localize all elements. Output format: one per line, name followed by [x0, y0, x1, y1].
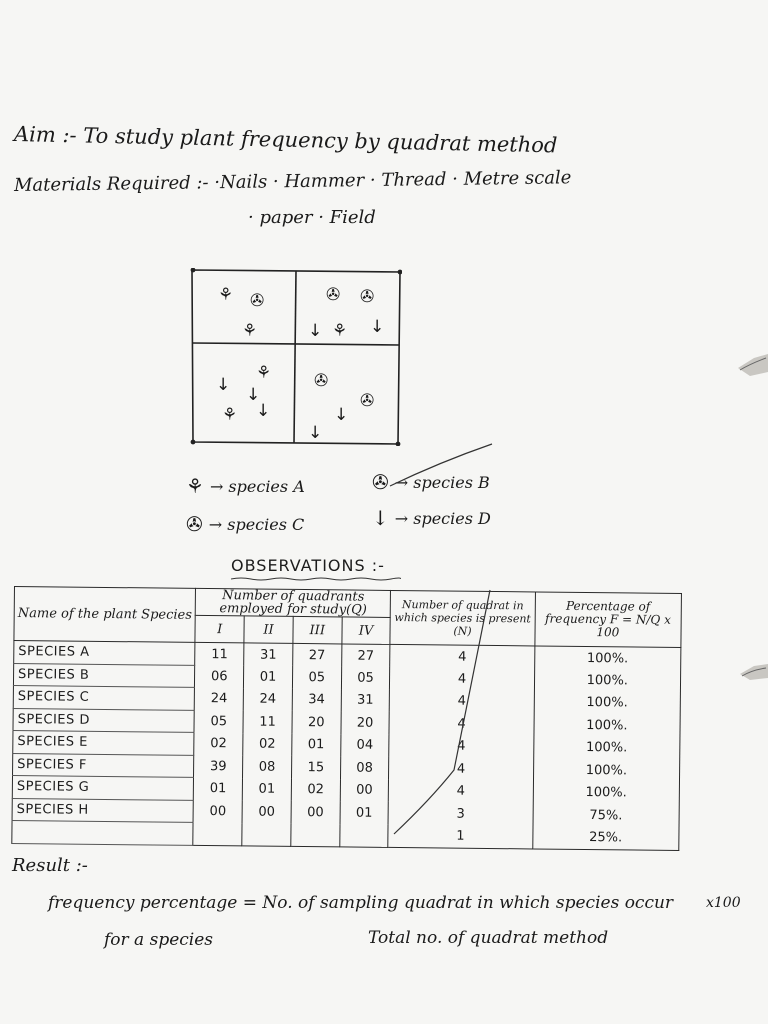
materials-line-2: · paper · Field: [248, 207, 376, 228]
svg-text:↓: ↓: [334, 405, 349, 425]
svg-text:↓: ↓: [256, 401, 271, 421]
svg-text:⚘: ⚘: [222, 405, 238, 425]
header-species-name: Name of the plant Species: [14, 587, 196, 643]
formula-lhs-line-2: for a species: [104, 930, 214, 950]
observations-table: [11, 586, 682, 850]
formula-multiplier: x100: [706, 895, 741, 911]
percentage-cell: 100%.: [533, 781, 680, 805]
result-formula-line-1: [48, 893, 673, 913]
svg-text:↓: ↓: [308, 423, 323, 443]
species-name-cell: SPECIES E: [13, 730, 195, 754]
header-quadrant-3: III: [293, 616, 342, 644]
present-count-cell: 4: [390, 667, 534, 691]
present-count-cell: 4: [390, 689, 534, 713]
formula-denominator: Total no. of quadrat method: [368, 928, 609, 948]
quadrant-3-count-cell: 15: [291, 756, 340, 779]
species-name-cell: SPECIES H: [12, 798, 194, 822]
svg-text:⚘: ⚘: [218, 285, 234, 305]
aim-text: Aim :- To study plant frequency by quadrat method: [13, 122, 558, 158]
species-name-cell: SPECIES A: [14, 641, 196, 665]
quadrant-3-count-cell: 02: [291, 778, 340, 801]
header-quadrant-4: IV: [342, 617, 391, 645]
legend-species-a: [186, 474, 305, 498]
quadrant-1-count-cell: 06: [195, 665, 244, 688]
header-present: Number of quadrat in which species is present (N): [390, 590, 535, 646]
observations-table-body: [12, 641, 681, 850]
species-name-cell: SPECIES F: [13, 753, 195, 777]
quadrant-4-count-cell: 01: [340, 801, 389, 824]
quadrant-2-count-cell: 08: [243, 755, 292, 778]
percentage-cell: 100%.: [534, 668, 681, 692]
legend-label: → species A: [209, 476, 305, 496]
legend-label: → species D: [394, 508, 491, 528]
svg-text:↓: ↓: [370, 317, 385, 337]
svg-text:⚘: ⚘: [332, 321, 348, 341]
legend-label: → species C: [208, 514, 305, 534]
quadrant-3-count-cell: 05: [292, 666, 341, 689]
quadrant-4-count-cell: [339, 824, 388, 847]
quadrant-2-count-cell: 01: [242, 778, 291, 801]
quadrant-3-count-cell: 34: [292, 688, 341, 711]
legend-label: → species B: [394, 472, 490, 492]
header-quadrant-2: II: [244, 616, 293, 644]
quadrant-1-count-cell: 00: [193, 800, 242, 823]
quadrant-1-count-cell: 01: [194, 777, 243, 800]
quadrant-1-count-cell: [193, 822, 242, 845]
quadrant-4-count-cell: 20: [341, 711, 390, 734]
quadrant-2-count-cell: 01: [244, 665, 293, 688]
svg-text:✇: ✇: [360, 287, 375, 307]
species-name-cell: SPECIES C: [13, 685, 195, 709]
quadrant-4-count-cell: 00: [340, 779, 389, 802]
quadrant-4-count-cell: 05: [341, 666, 390, 689]
quadrant-3-count-cell: 27: [293, 643, 342, 666]
quadrant-2-count-cell: 11: [243, 710, 292, 733]
quadrant-1-count-cell: 24: [195, 687, 244, 710]
legend-species-c: [186, 512, 304, 536]
svg-text:↓: ↓: [246, 385, 261, 405]
formula-numerator: No. of sampling quadrat in which species occur: [262, 893, 674, 913]
percentage-cell: 75%.: [533, 803, 680, 827]
paper-scrap-decoration: [738, 660, 768, 684]
present-count-cell: 4: [389, 734, 533, 758]
header-quadrants: Number of quadrants employed for study(Q): [196, 588, 391, 617]
quadrant-2-count-cell: 00: [242, 800, 291, 823]
svg-text:✇: ✇: [250, 291, 265, 311]
species-name-cell: SPECIES B: [13, 663, 195, 687]
species-b-symbol-icon: ✇: [372, 470, 389, 494]
percentage-cell: 100%.: [534, 646, 681, 670]
species-name-cell: SPECIES D: [13, 708, 195, 732]
quadrant-2-count-cell: 31: [244, 643, 293, 666]
quadrant-4-count-cell: 04: [340, 734, 389, 757]
quadrant-3-count-cell: 01: [292, 733, 341, 756]
quadrat-diagram: [190, 268, 402, 446]
pen-stroke-decoration: [380, 442, 500, 492]
present-count-cell: 1: [388, 824, 532, 848]
materials-line-1: Materials Required :- ·Nails · Hammer · Thread · Metre scale: [13, 167, 572, 196]
legend-species-d: [372, 506, 491, 530]
species-d-symbol-icon: ↓: [372, 506, 389, 530]
quadrant-2-count-cell: [242, 823, 291, 846]
present-count-cell: 4: [390, 644, 534, 668]
species-name-cell: SPECIES G: [12, 775, 194, 799]
quadrant-1-count-cell: 02: [194, 732, 243, 755]
quadrant-3-count-cell: 00: [291, 801, 340, 824]
present-count-cell: 4: [389, 779, 533, 803]
observations-underline: [231, 577, 401, 581]
species-a-symbol-icon: ⚘: [186, 474, 204, 498]
svg-text:✇: ✇: [360, 391, 375, 411]
paper-scrap-decoration: [736, 350, 768, 380]
quadrant-2-count-cell: 02: [243, 733, 292, 756]
present-count-cell: 3: [388, 802, 532, 826]
quadrant-1-count-cell: 05: [194, 710, 243, 733]
observations-title: OBSERVATIONS :-: [231, 556, 385, 575]
header-percentage: Percentage of frequency F = N/Q x 100: [534, 592, 681, 648]
quadrant-4-count-cell: 27: [341, 644, 390, 667]
quadrant-4-count-cell: 31: [341, 689, 390, 712]
percentage-cell: 100%.: [533, 758, 680, 782]
percentage-cell: 25%.: [532, 826, 679, 850]
percentage-cell: 100%.: [533, 736, 680, 760]
svg-text:⚘: ⚘: [242, 321, 258, 341]
quadrant-1-count-cell: 11: [195, 642, 244, 665]
species-name-cell: [12, 820, 194, 844]
present-count-cell: 4: [389, 712, 533, 736]
svg-text:✇: ✇: [314, 371, 329, 391]
svg-text:⚘: ⚘: [256, 363, 272, 383]
quadrant-2-count-cell: 24: [243, 688, 292, 711]
svg-text:✇: ✇: [326, 285, 341, 305]
header-quadrant-1: I: [195, 615, 244, 643]
quadrant-3-count-cell: 20: [292, 711, 341, 734]
percentage-cell: 100%.: [534, 713, 681, 737]
species-c-symbol-icon: ✇: [186, 512, 203, 536]
svg-text:↓: ↓: [216, 375, 231, 395]
svg-text:↓: ↓: [308, 321, 323, 341]
quadrant-1-count-cell: 39: [194, 755, 243, 778]
formula-lhs: frequency percentage =: [48, 893, 258, 913]
quadrant-4-count-cell: 08: [340, 756, 389, 779]
percentage-cell: 100%.: [534, 691, 681, 715]
present-count-cell: 4: [389, 757, 533, 781]
quadrant-3-count-cell: [291, 823, 340, 846]
result-label: Result :-: [12, 855, 88, 876]
